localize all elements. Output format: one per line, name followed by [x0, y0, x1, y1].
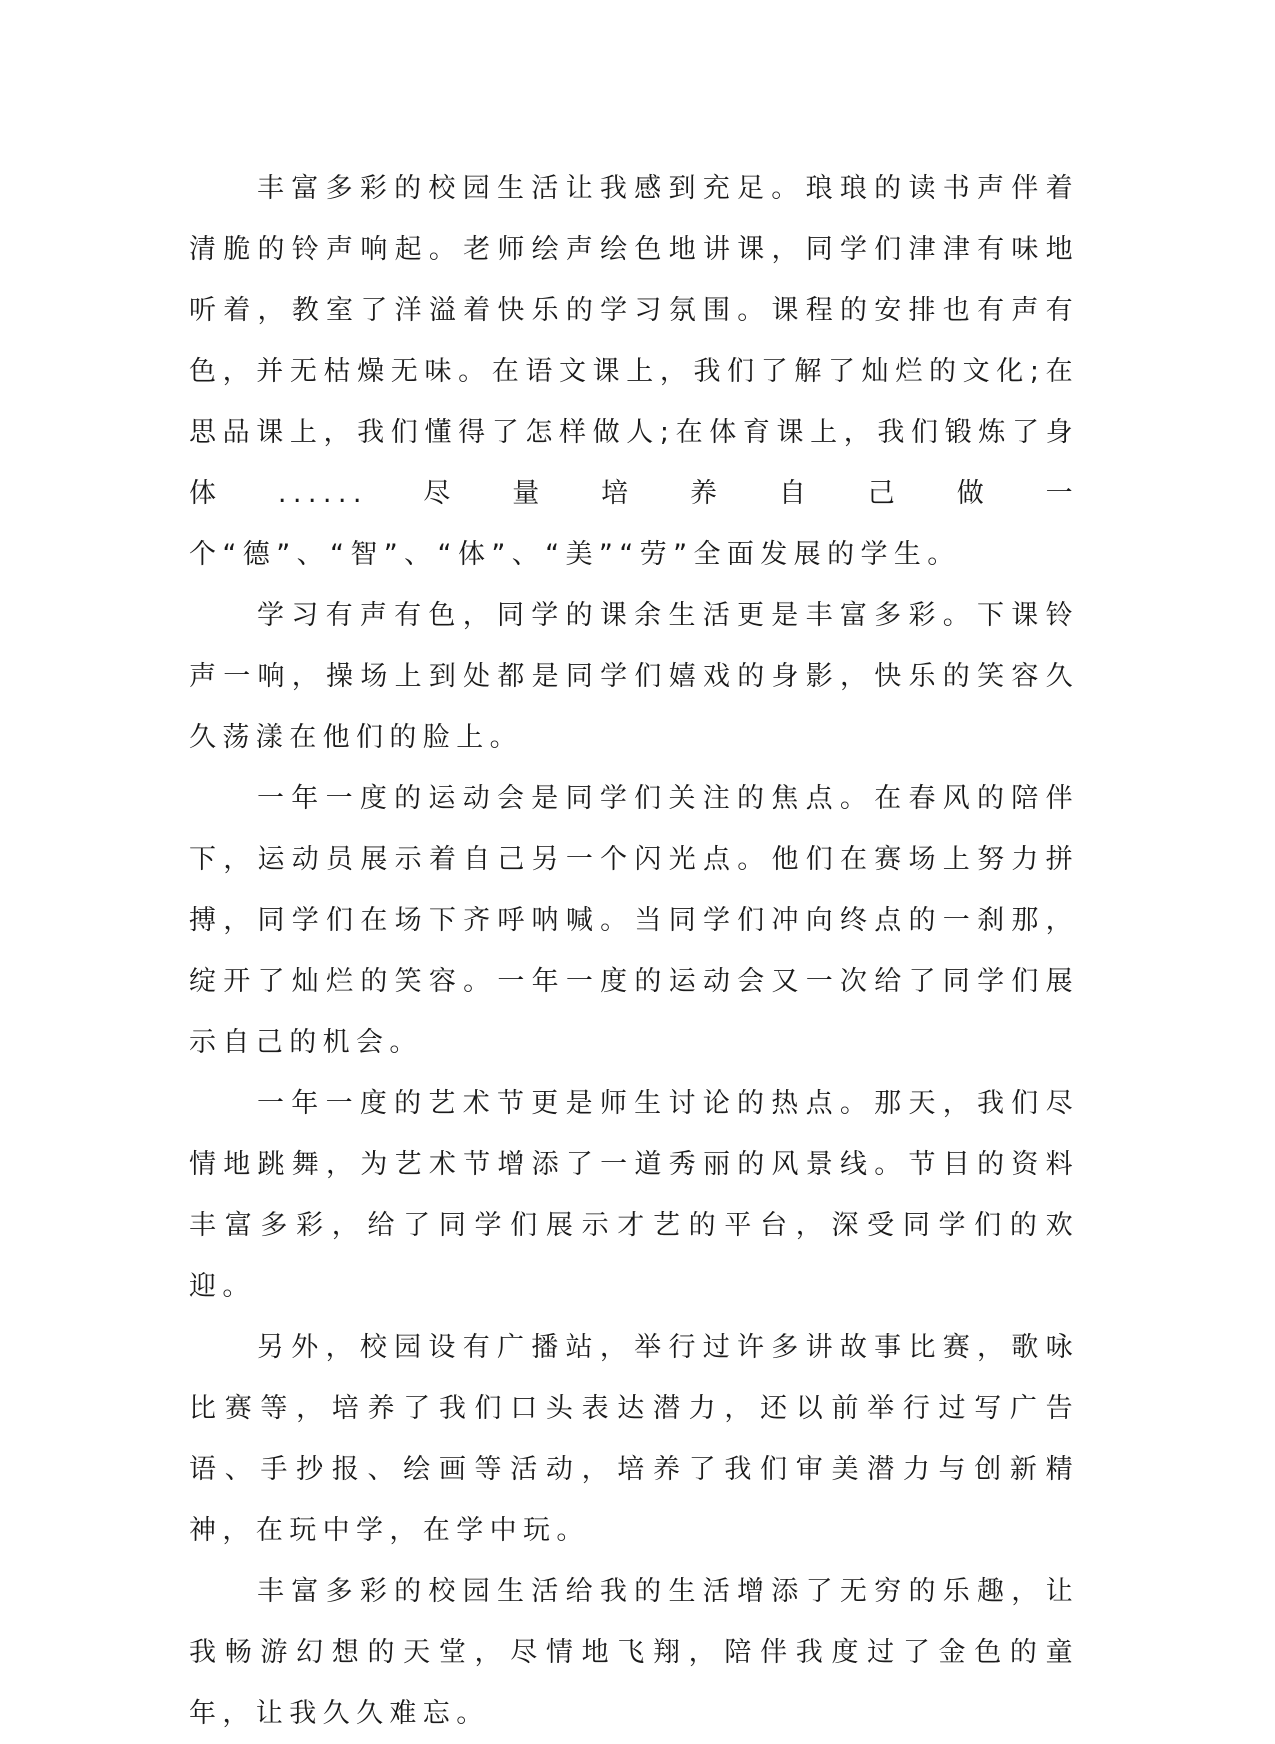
paragraph-2: 学习有声有色，同学的课余生活更是丰富多彩。下课铃声一响，操场上到处都是同学们嬉戏的身影，快乐的笑容久久荡漾在他们的脸上。 — [189, 600, 1079, 753]
paragraph-1: 丰富多彩的校园生活让我感到充足。琅琅的读书声伴着清脆的铃声响起。老师绘声绘色地讲课，同学们津津有味地听着，教室了洋溢着快乐的学习氛围。课程的安排也有声有色，并无枯燥无味。在语文课上，我们了解了灿烂的文化;在思品课上，我们懂得了怎样做人;在体育课上，我们锻炼了身体......尽量培养自己做一个“德”、“智”、“体”、“美”“劳”全面发展的学生。 — [189, 173, 1079, 570]
paragraph-5: 另外，校园设有广播站，举行过许多讲故事比赛，歌咏比赛等，培养了我们口头表达潜力，还以前举行过写广告语、手抄报、绘画等活动，培养了我们审美潜力与创新精神，在玩中学，在学中玩。 — [189, 1332, 1079, 1546]
paragraph-3: 一年一度的运动会是同学们关注的焦点。在春风的陪伴下，运动员展示着自己另一个闪光点。他们在赛场上努力拼搏，同学们在场下齐呼呐喊。当同学们冲向终点的一刹那，绽开了灿烂的笑容。一年一度的运动会又一次给了同学们展示自己的机会。 — [189, 783, 1079, 1058]
paragraph-6: 丰富多彩的校园生活给我的生活增添了无穷的乐趣，让我畅游幻想的天堂，尽情地飞翔，陪伴我度过了金色的童年，让我久久难忘。 — [189, 1576, 1079, 1729]
paragraph-4: 一年一度的艺术节更是师生讨论的热点。那天，我们尽情地跳舞，为艺术节增添了一道秀丽的风景线。节目的资料丰富多彩，给了同学们展示才艺的平台，深受同学们的欢迎。 — [189, 1088, 1079, 1302]
document-body — [189, 158, 1079, 1744]
